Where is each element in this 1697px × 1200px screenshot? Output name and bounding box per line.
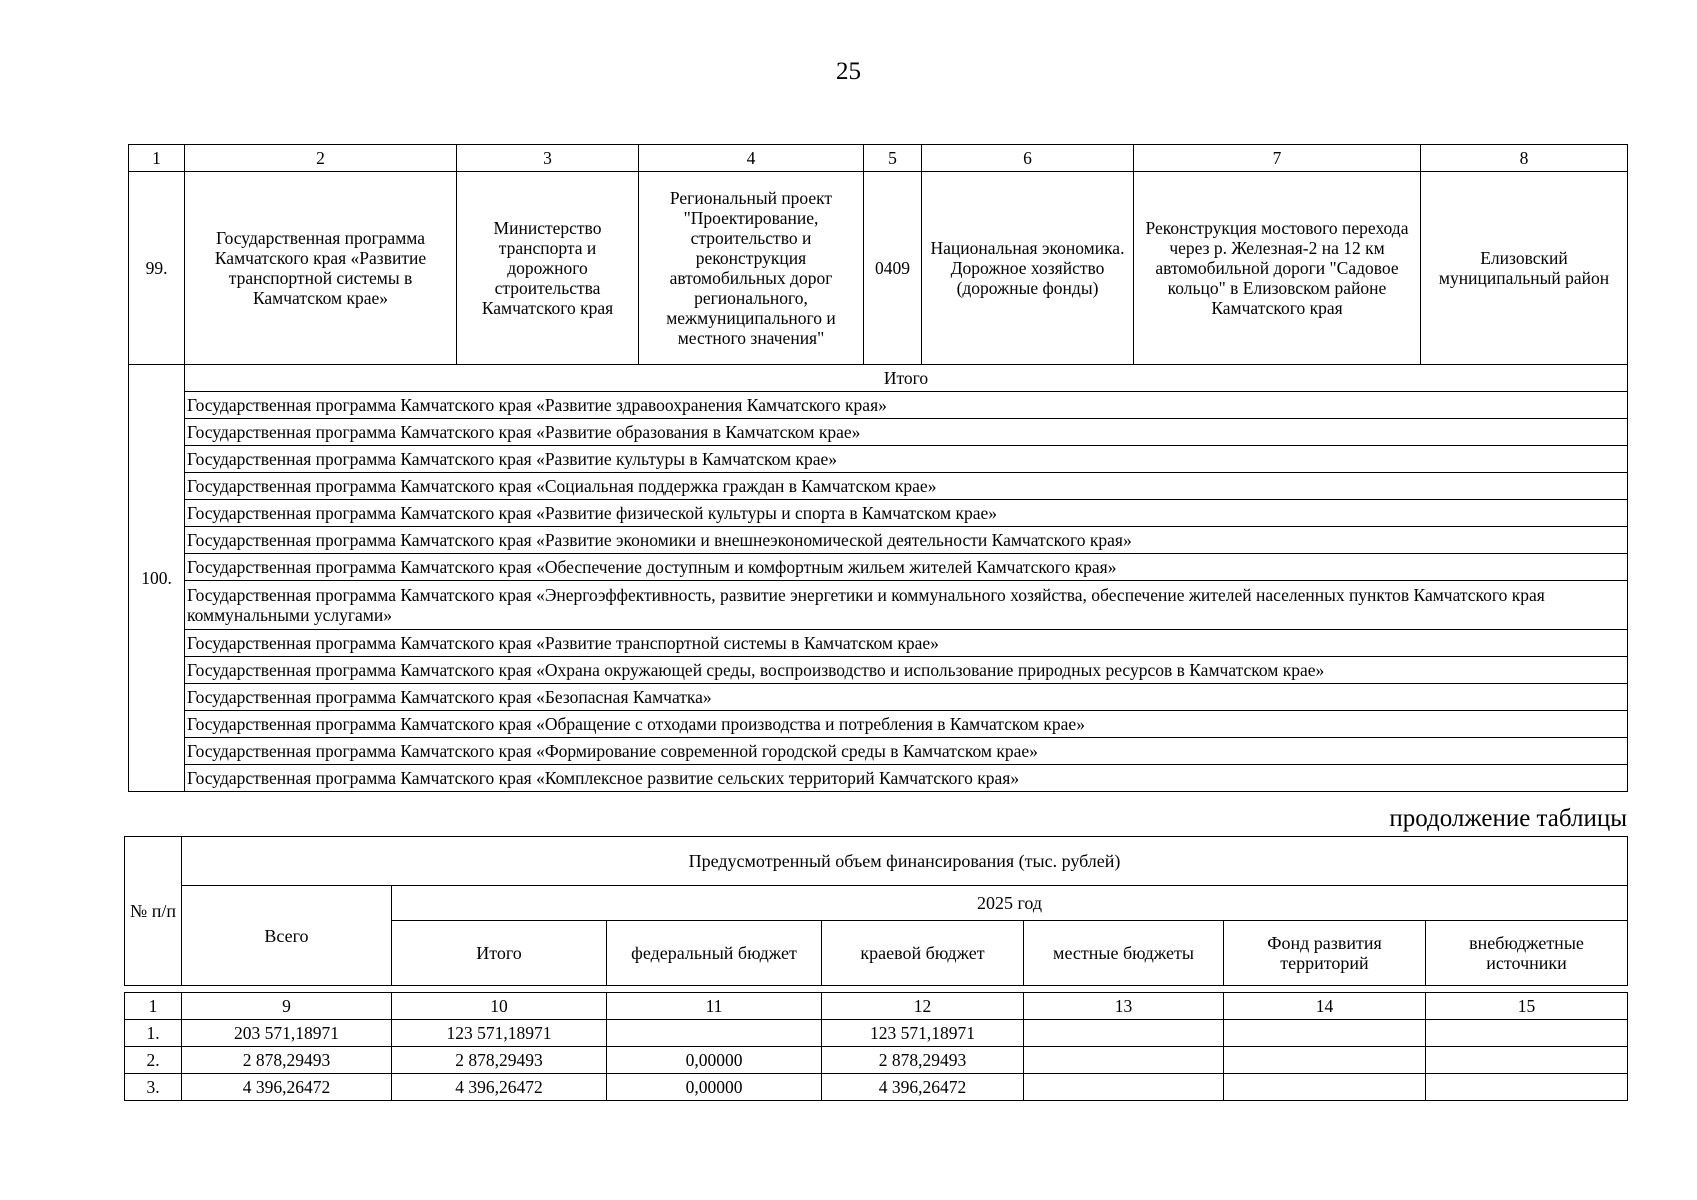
program-row: Государственная программа Камчатского края «Обращение с отходами производства и потребления в Камчатском крае» [185, 711, 1628, 738]
funding-header-table [124, 836, 1628, 986]
row-number: 2. [125, 1047, 182, 1074]
subtotal-value: 4 396,26472 [392, 1074, 607, 1101]
fund-value [1224, 1020, 1426, 1047]
subtotal-value: 2 878,29493 [392, 1047, 607, 1074]
regional-value: 2 878,29493 [822, 1047, 1024, 1074]
column-number: 3 [457, 145, 639, 172]
offbudget-value [1426, 1020, 1628, 1047]
regional-value: 4 396,26472 [822, 1074, 1024, 1101]
subcolumn-header: Итого [392, 921, 607, 986]
table-row [129, 630, 1628, 657]
total-header: Всего [182, 886, 392, 986]
program-row: Государственная программа Камчатского края «Комплексное развитие сельских территорий Камчатского края» [185, 765, 1628, 792]
offbudget-value [1426, 1047, 1628, 1074]
program-row: Государственная программа Камчатского края «Охрана окружающей среды, воспроизводство и использование природных ресурсов в Камчатском крае» [185, 657, 1628, 684]
table-row [129, 711, 1628, 738]
program-row: Государственная программа Камчатского края «Формирование современной городской среды в Камчатском крае» [185, 738, 1628, 765]
local-value [1024, 1020, 1224, 1047]
municipality-cell: Елизовский муниципальный район [1421, 172, 1628, 365]
row-number: 99. [129, 172, 185, 365]
table-row [129, 365, 1628, 392]
table-row [129, 554, 1628, 581]
table-row [129, 500, 1628, 527]
column-number: 4 [639, 145, 864, 172]
subcolumn-header: федеральный бюджет [607, 921, 822, 986]
program-row: Государственная программа Камчатского края «Развитие здравоохранения Камчатского края» [185, 392, 1628, 419]
funding-data-table [124, 992, 1628, 1101]
federal-value [607, 1020, 822, 1047]
row-number: 1. [125, 1020, 182, 1047]
program-row: Государственная программа Камчатского края «Развитие образования в Камчатском крае» [185, 419, 1628, 446]
program-row: Государственная программа Камчатского края «Развитие культуры в Камчатском крае» [185, 446, 1628, 473]
table-row [129, 527, 1628, 554]
column-number: 1 [125, 993, 182, 1020]
object-cell: Реконструкция мостового перехода через р. Железная-2 на 12 км автомобильной дороги "Садовое кольцо" в Елизовском районе Камчатского края [1134, 172, 1421, 365]
program-row: Государственная программа Камчатского края «Энергоэффективность, развитие энергетики и коммунального хозяйства, обеспечение жителей населенных пунктов Камчатского края коммунальными услугами» [185, 581, 1628, 630]
table-row [125, 1020, 1628, 1047]
total-value: 203 571,18971 [182, 1020, 392, 1047]
row-number: 100. [129, 365, 185, 792]
table-row [125, 1074, 1628, 1101]
num-header: № п/п [125, 837, 182, 986]
funding-header: Предусмотренный объем финансирования (тыс. рублей) [182, 837, 1628, 886]
regional-value: 123 571,18971 [822, 1020, 1024, 1047]
program-row: Государственная программа Камчатского края «Безопасная Камчатка» [185, 684, 1628, 711]
column-number: 7 [1134, 145, 1421, 172]
program-row: Государственная программа Камчатского края «Развитие транспортной системы в Камчатском крае» [185, 630, 1628, 657]
total-value: 4 396,26472 [182, 1074, 392, 1101]
table-row [129, 446, 1628, 473]
code-cell: 0409 [864, 172, 922, 365]
subtotal-value: 123 571,18971 [392, 1020, 607, 1047]
column-number: 12 [822, 993, 1024, 1020]
subcolumn-header: Фонд развития территорий [1224, 921, 1426, 986]
table-row [129, 684, 1628, 711]
column-number: 1 [129, 145, 185, 172]
table-row [129, 419, 1628, 446]
table-row [129, 473, 1628, 500]
column-number: 5 [864, 145, 922, 172]
subcolumn-header: местные бюджеты [1024, 921, 1224, 986]
column-number: 14 [1224, 993, 1426, 1020]
column-number: 9 [182, 993, 392, 1020]
local-value [1024, 1074, 1224, 1101]
year-header: 2025 год [392, 886, 1628, 921]
fund-value [1224, 1047, 1426, 1074]
program-row: Государственная программа Камчатского края «Развитие экономики и внешнеэкономической деятельности Камчатского края» [185, 527, 1628, 554]
table-row [129, 581, 1628, 630]
total-label: Итого [185, 365, 1628, 392]
table-row [129, 738, 1628, 765]
program-row: Государственная программа Камчатского края «Социальная поддержка граждан в Камчатском крае» [185, 473, 1628, 500]
program-cell: Государственная программа Камчатского края «Развитие транспортной системы в Камчатском крае» [185, 172, 457, 365]
column-number-row [129, 145, 1628, 172]
column-number: 15 [1426, 993, 1628, 1020]
column-number: 6 [922, 145, 1134, 172]
project-cell: Региональный проект "Проектирование, строительство и реконструкция автомобильных дорог регионального, межмуниципального и местного значения" [639, 172, 864, 365]
column-number-row [125, 993, 1628, 1020]
offbudget-value [1426, 1074, 1628, 1101]
fund-value [1224, 1074, 1426, 1101]
program-row: Государственная программа Камчатского края «Обеспечение доступным и комфортным жильем жителей Камчатского края» [185, 554, 1628, 581]
table-row [129, 657, 1628, 684]
column-number: 11 [607, 993, 822, 1020]
federal-value: 0,00000 [607, 1074, 822, 1101]
section-cell: Национальная экономика. Дорожное хозяйство (дорожные фонды) [922, 172, 1134, 365]
local-value [1024, 1047, 1224, 1074]
subcolumn-header: краевой бюджет [822, 921, 1024, 986]
table-row [129, 392, 1628, 419]
column-number: 2 [185, 145, 457, 172]
continuation-label: продолжение таблицы [1389, 805, 1627, 832]
executor-cell: Министерство транспорта и дорожного строительства Камчатского края [457, 172, 639, 365]
subcolumn-header: внебюджетные источники [1426, 921, 1628, 986]
column-number: 10 [392, 993, 607, 1020]
page-number: 25 [836, 58, 861, 85]
table-row [129, 765, 1628, 792]
table-row [125, 1047, 1628, 1074]
federal-value: 0,00000 [607, 1047, 822, 1074]
table-row [129, 172, 1628, 365]
row-number: 3. [125, 1074, 182, 1101]
program-row: Государственная программа Камчатского края «Развитие физической культуры и спорта в Камчатском крае» [185, 500, 1628, 527]
column-number: 8 [1421, 145, 1628, 172]
column-number: 13 [1024, 993, 1224, 1020]
total-value: 2 878,29493 [182, 1047, 392, 1074]
main-table [128, 144, 1628, 792]
